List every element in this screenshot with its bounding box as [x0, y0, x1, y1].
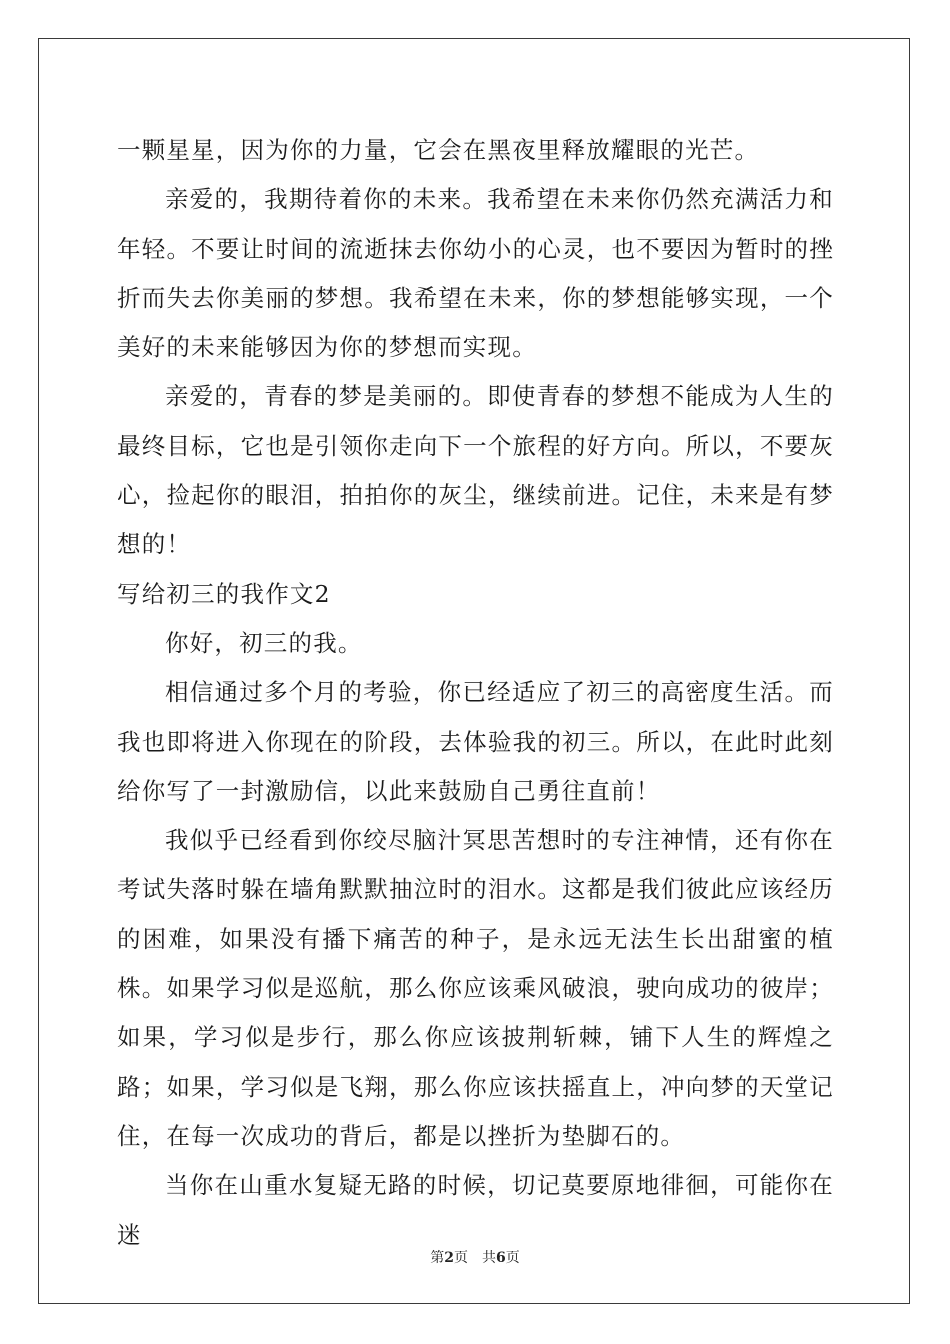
footer-page-suffix: 页	[505, 1250, 520, 1266]
paragraph-6: 我似乎已经看到你绞尽脑汁冥思苦想时的专注神情，还有你在考试失落时躲在墙角默默抽泣时的泪水。这都是我们彼此应该经历的困难，如果没有播下痛苦的种子，是永远无法生长出甜蜜的植株。如果学习似是巡航，那么你应该乘风破浪，驶向成功的彼岸；如果，学习似是步行，那么你应该披荆斩棘，铺下人生的辉煌之路；如果，学习似是飞翔，那么你应该扶摇直上，冲向梦的天堂记住，在每一次成功的背后，都是以挫折为垫脚石的。	[117, 826, 834, 1150]
footer-page-current: 2	[444, 1250, 454, 1266]
paragraph-5: 相信通过多个月的考验，你已经适应了初三的高密度生活。而我也即将进入你现在的阶段，去体验我的初三。所以，在此时此刻给你写了一封激励信，以此来鼓励自己勇往直前！	[117, 678, 834, 805]
document-body	[117, 126, 834, 1260]
footer-page-mid: 页 共	[454, 1250, 496, 1266]
essay-title: 写给初三的我作文2	[117, 579, 331, 608]
paragraph-1: 一颗星星，因为你的力量，它会在黑夜里释放耀眼的光芒。	[117, 136, 760, 164]
paragraph-2: 亲爱的，我期待着你的未来。我希望在未来你仍然充满活力和年轻。不要让时间的流逝抹去你幼小的心灵，也不要因为暂时的挫折而失去你美丽的梦想。我希望在未来，你的梦想能够实现，一个美好的未来能够因为你的梦想而实现。	[117, 185, 834, 362]
paragraph-7: 当你在山重水复疑无路的时候，切记莫要原地徘徊，可能你在迷	[117, 1171, 834, 1249]
footer-page-prefix: 第	[430, 1250, 445, 1266]
paragraph-3: 亲爱的，青春的梦是美丽的。即使青春的梦想不能成为人生的最终目标，它也是引领你走向下一个旅程的好方向。所以，不要灰心，捡起你的眼泪，拍拍你的灰尘，继续前进。记住，未来是有梦想的！	[117, 382, 834, 559]
footer-page-total: 6	[496, 1250, 506, 1266]
paragraph-greeting: 你好，初三的我。	[165, 628, 363, 657]
page-footer	[0, 1247, 950, 1267]
